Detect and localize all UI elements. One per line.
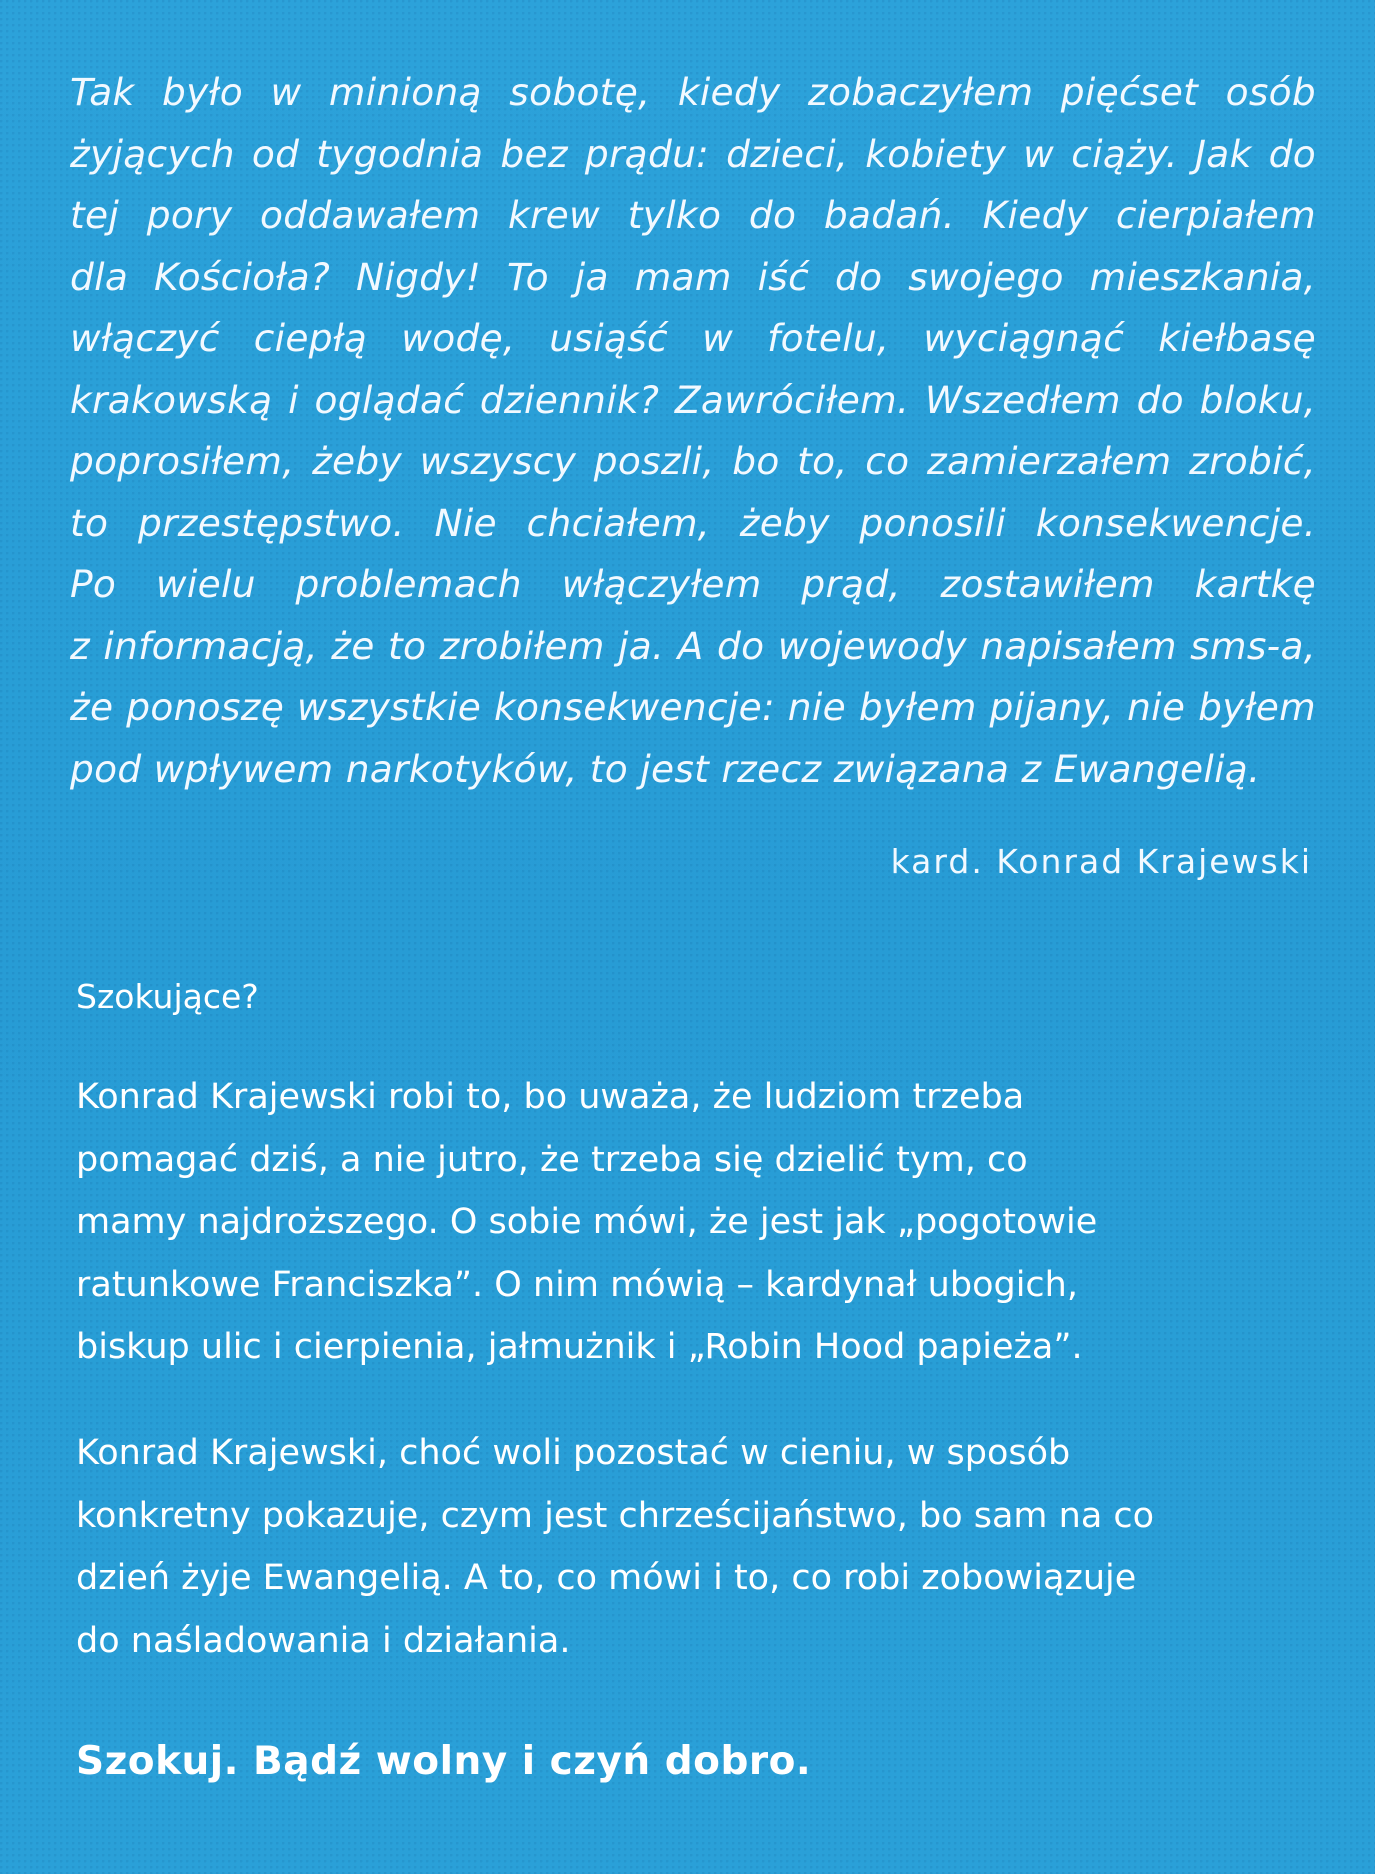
quote-line: krakowską i oglądać dziennik? Zawróciłem. Wszedłem do bloku, <box>70 377 1316 422</box>
quote-line: włączyć ciepłą wodę, usiąść w fotelu, wyciągnąć kiełbasę <box>70 316 1316 360</box>
paragraph-line: mamy najdroższego. O sobie mówi, że jest jak „pogotowie <box>76 1202 1098 1242</box>
quote-author: kard. Konrad Krajewski <box>890 842 1312 881</box>
quote-line: z informacją, że to zrobiłem ja. A do wojewody napisałem sms-a, <box>70 623 1316 668</box>
quote-line: Po wielu problemach włączyłem prąd, zostawiłem kartkę <box>70 562 1316 606</box>
quote-line: Tak było w minioną sobotę, kiedy zobaczyłem pięćset osób <box>70 70 1316 114</box>
section-heading: Szokujące? <box>76 977 259 1016</box>
quote-block <box>70 62 1316 800</box>
paragraph-line: do naśladowania i działania. <box>76 1620 571 1661</box>
closing-slogan: Szokuj. Bądź wolny i czyń dobro. <box>76 1739 812 1784</box>
quote-line: poprosiłem, żeby wszyscy poszli, bo to, co zamierzałem zrobić, <box>70 439 1316 483</box>
quote-line: tej pory oddawałem krew tylko do badań. Kiedy cierpiałem <box>70 193 1316 237</box>
description-paragraph-1 <box>76 1066 1306 1379</box>
paragraph-line: pomagać dziś, a nie jutro, że trzeba się dzielić tym, co <box>76 1139 1028 1180</box>
paragraph-line: ratunkowe Franciszka”. O nim mówią – kardynał ubogich, <box>76 1264 1078 1305</box>
description-paragraph-2 <box>76 1422 1306 1672</box>
paragraph-line: Konrad Krajewski, choć woli pozostać w cieniu, w sposób <box>76 1433 1071 1473</box>
paragraph-line: biskup ulic i cierpienia, jałmużnik i „Robin Hood papieża”. <box>76 1327 1083 1367</box>
quote-line: że ponoszę wszystkie konsekwencje: nie byłem pijany, nie byłem <box>70 685 1316 729</box>
quote-line: dla Kościoła? Nigdy! To ja mam iść do swojego mieszkania, <box>70 254 1316 299</box>
paragraph-line: konkretny pokazuje, czym jest chrześcijaństwo, bo sam na co <box>76 1495 1155 1536</box>
quote-line: żyjących od tygodnia bez prądu: dzieci, kobiety w ciąży. Jak do <box>70 131 1316 176</box>
quote-line: to przestępstwo. Nie chciałem, żeby ponosili konsekwencje. <box>70 500 1316 545</box>
quote-line: pod wpływem narkotyków, to jest rzecz związana z Ewangelią. <box>70 746 1261 791</box>
paragraph-line: Konrad Krajewski robi to, bo uważa, że ludziom trzeba <box>76 1077 1025 1117</box>
paragraph-line: dzień żyje Ewangelią. A to, co mówi i to, co robi zobowiązuje <box>76 1558 1137 1598</box>
